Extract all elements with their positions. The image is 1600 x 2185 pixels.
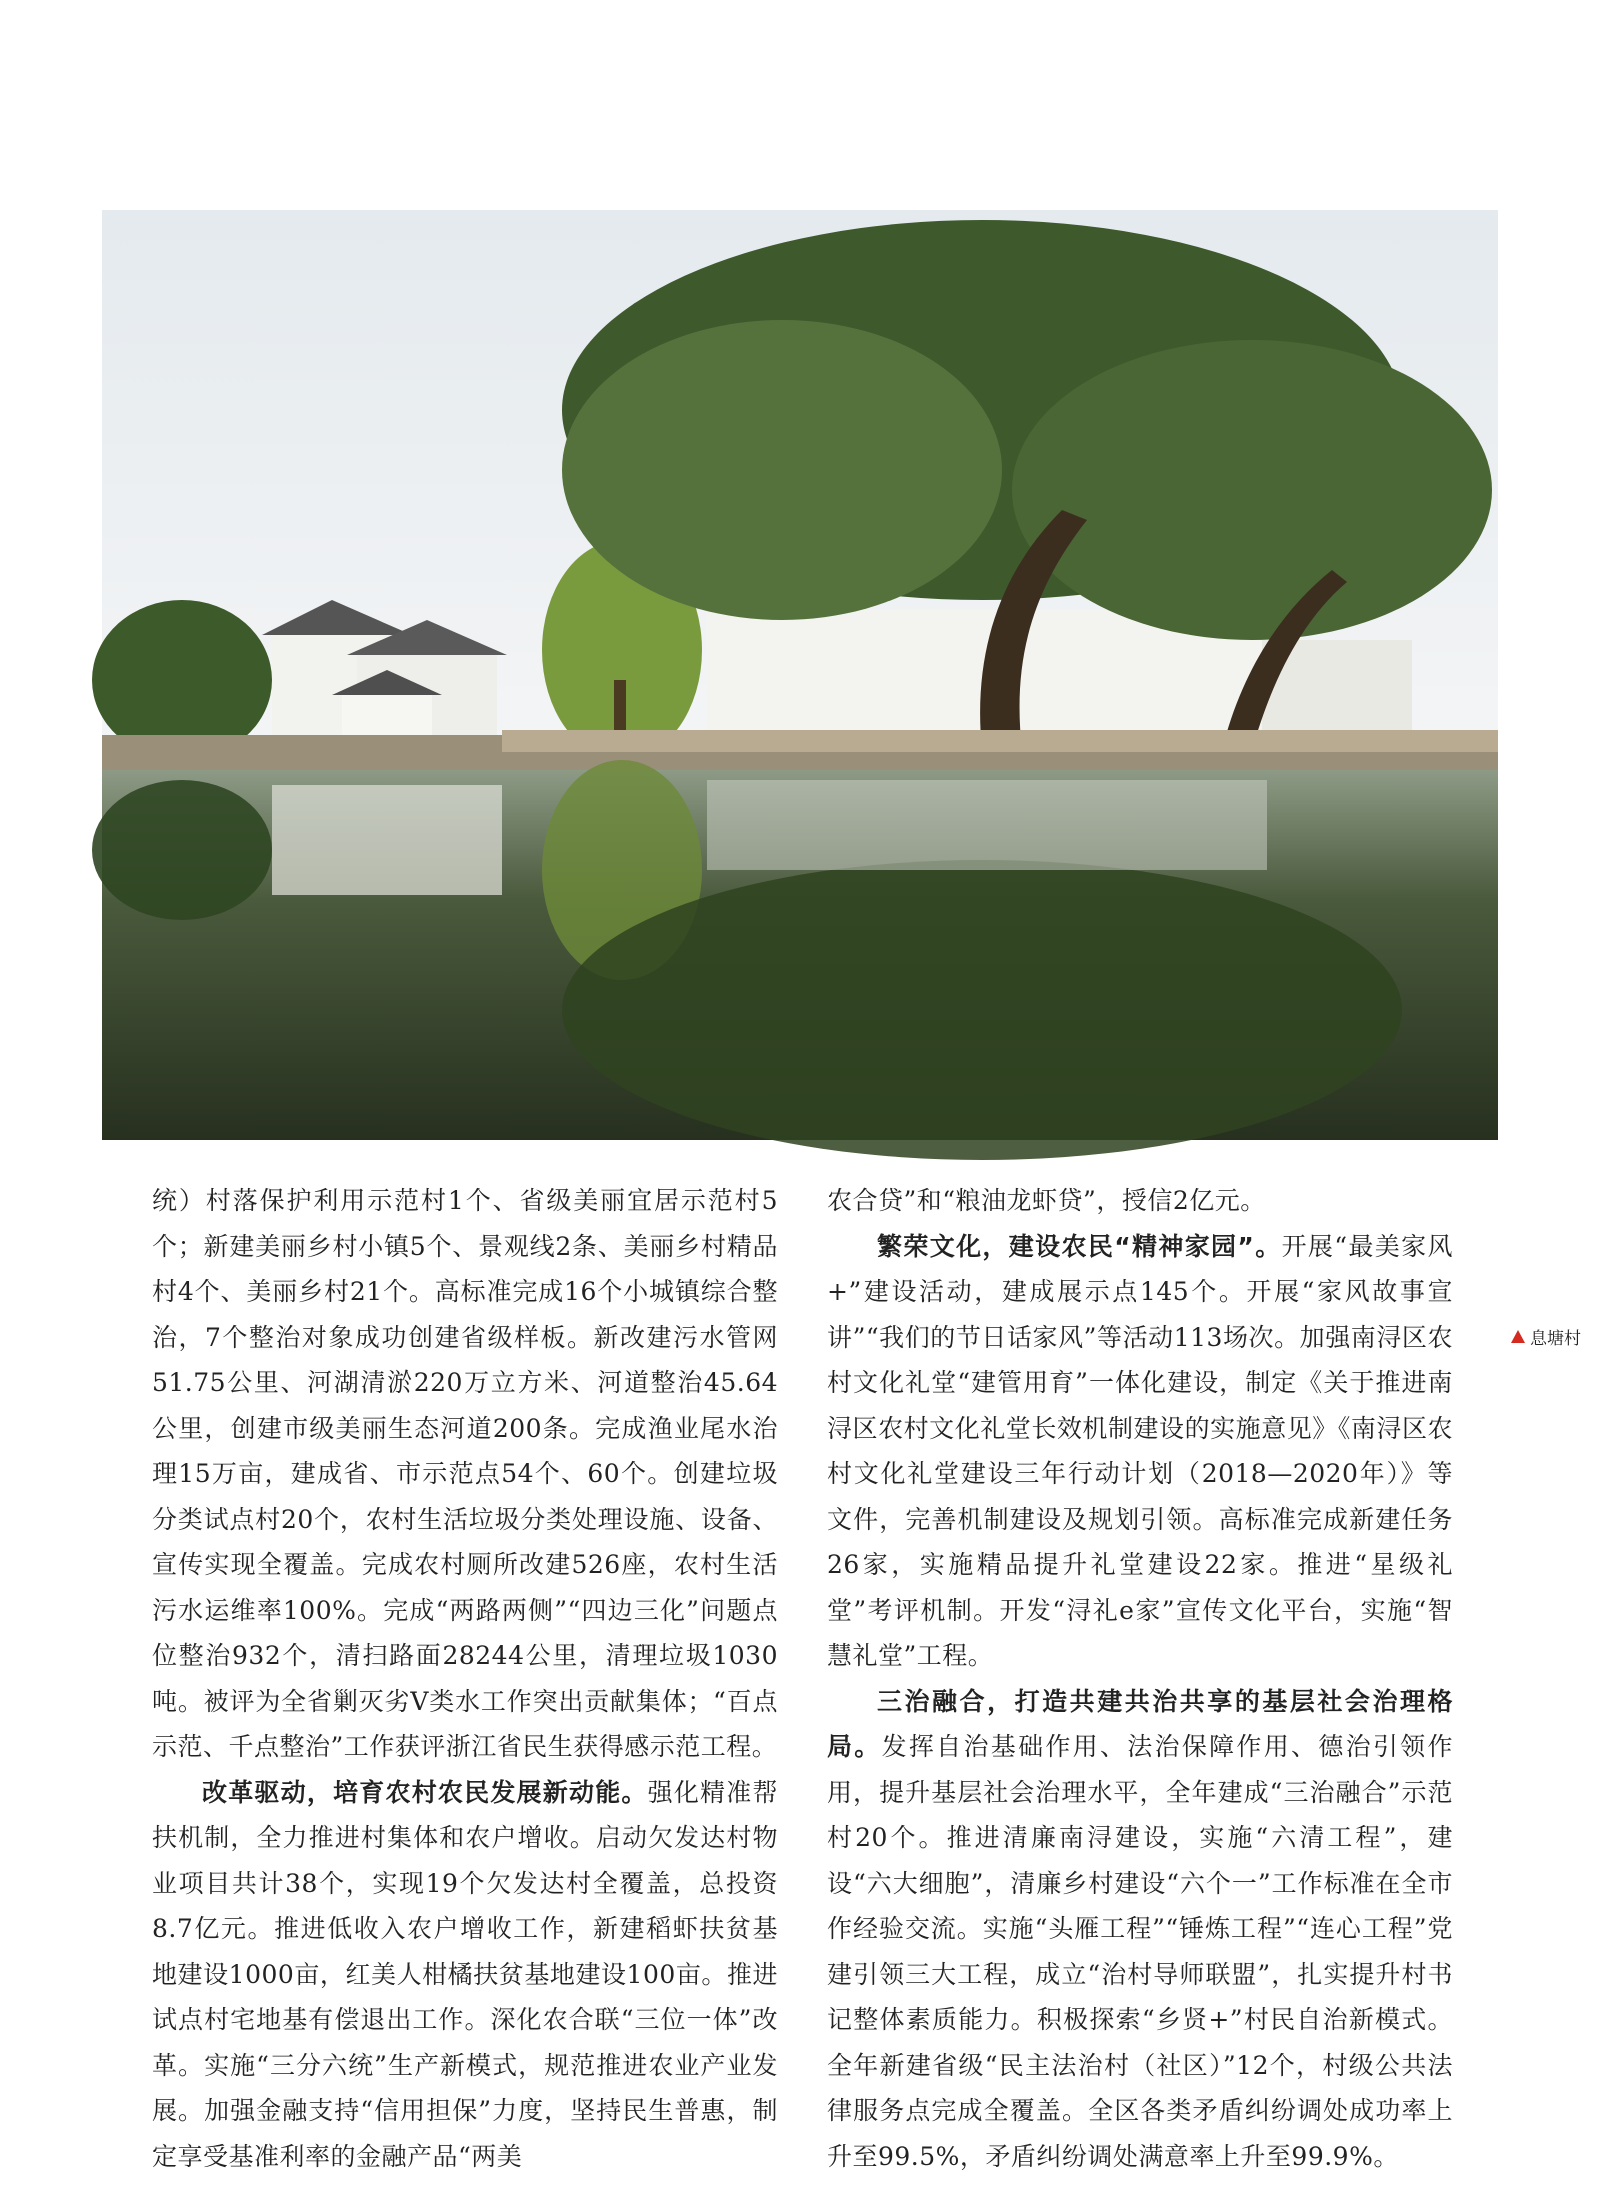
paragraph-body: 开展“最美家风+”建设活动，建成展示点145个。开展“家风故事宣讲”“我们的节日话家风”等活动113场次。加强南浔区农村文化礼堂“建管用育”一体化建设，制定《关于推进南浔区农村文化礼堂长效机制建设的实施意见》《南浔区农村文化礼堂建设三年行动计划（2018—2020年）》等文件，完善机制建设及规划引领。高标准完成新建任务26家，实施精品提升礼堂建设22家。推进“星级礼堂”考评机制。开发“浔礼e家”宣传文化平台，实施“智慧礼堂”工程。 — [827, 1231, 1453, 1670]
paragraph: 统）村落保护利用示范村1个、省级美丽宜居示范村5个；新建美丽乡村小镇5个、景观线2条、美丽乡村精品村4个、美丽乡村21个。高标准完成16个小城镇综合整治，7个整治对象成功创建省级样板。新改建污水管网51.75公里、河湖清淤220万立方米、河道整治45.64公里，创建市级美丽生态河道200条。完成渔业尾水治理15万亩，建成省、市示范点54个、60个。创建垃圾分类试点村20个，农村生活垃圾分类处理设施、设备、宣传实现全覆盖。完成农村厕所改建526座，农村生活污水运维率100%。完成“两路两侧”“四边三化”问题点位整治932个，清扫路面28244公里，清理垃圾1030吨。被评为全省剿灭劣V类水工作突出贡献集体；“百点示范、千点整治”工作获评浙江省民生获得感示范工程。 — [152, 1186, 778, 1761]
photo-caption-text: 息塘村 — [1530, 1328, 1581, 1349]
left-text-column — [152, 1178, 778, 2179]
paragraph — [152, 1770, 778, 2180]
paragraph: 农合贷”和“粮油龙虾贷”，授信2亿元。 — [827, 1186, 1266, 1215]
paragraph-lead: 改革驱动，培育农村农民发展新动能。 — [202, 1777, 648, 1807]
paragraph — [827, 1224, 1453, 1679]
paragraph-body: 发挥自治基础作用、法治保障作用、德治引领作用，提升基层社会治理水平，全年建成“三治融合”示范村20个。推进清廉南浔建设，实施“六清工程”，建设“六大细胞”，清廉乡村建设“六个一”工作标准在全市作经验交流。实施“头雁工程”“锤炼工程”“连心工程”党建引领三大工程，成立“治村导师联盟”，扎实提升村书记整体素质能力。积极探索“乡贤+”村民自治新模式。全年新建省级“民主法治村（社区）”12个，村级公共法律服务点完成全覆盖。全区各类矛盾纠纷调处成功率上升至99.5%，矛盾纠纷调处满意率上升至99.9%。 — [827, 1732, 1453, 2171]
village-scene-illustration — [102, 210, 1498, 1140]
right-text-column — [827, 1178, 1453, 2179]
paragraph-body: 强化精准帮扶机制，全力推进村集体和农户增收。启动欠发达村物业项目共计38个，实现19个欠发达村全覆盖，总投资8.7亿元。推进低收入农户增收工作，新建稻虾扶贫基地建设1000亩，红美人柑橘扶贫基地建设100亩。推进试点村宅地基有偿退出工作。深化农合联“三位一体”改革。实施“三分六统”生产新模式，规范推进农业产业发展。加强金融支持“信用担保”力度，坚持民生普惠，制定享受基准利率的金融产品“两美 — [152, 1777, 778, 2171]
paragraph-lead: 三治融合，打造共建共治共享的基层社会治理格局。 — [827, 1686, 1453, 1761]
paragraph — [827, 1679, 1453, 2180]
triangle-up-icon — [1511, 1330, 1525, 1343]
photo-caption — [1492, 1322, 1600, 1350]
paragraph-lead: 繁荣文化，建设农民“精神家园”。 — [877, 1231, 1282, 1261]
